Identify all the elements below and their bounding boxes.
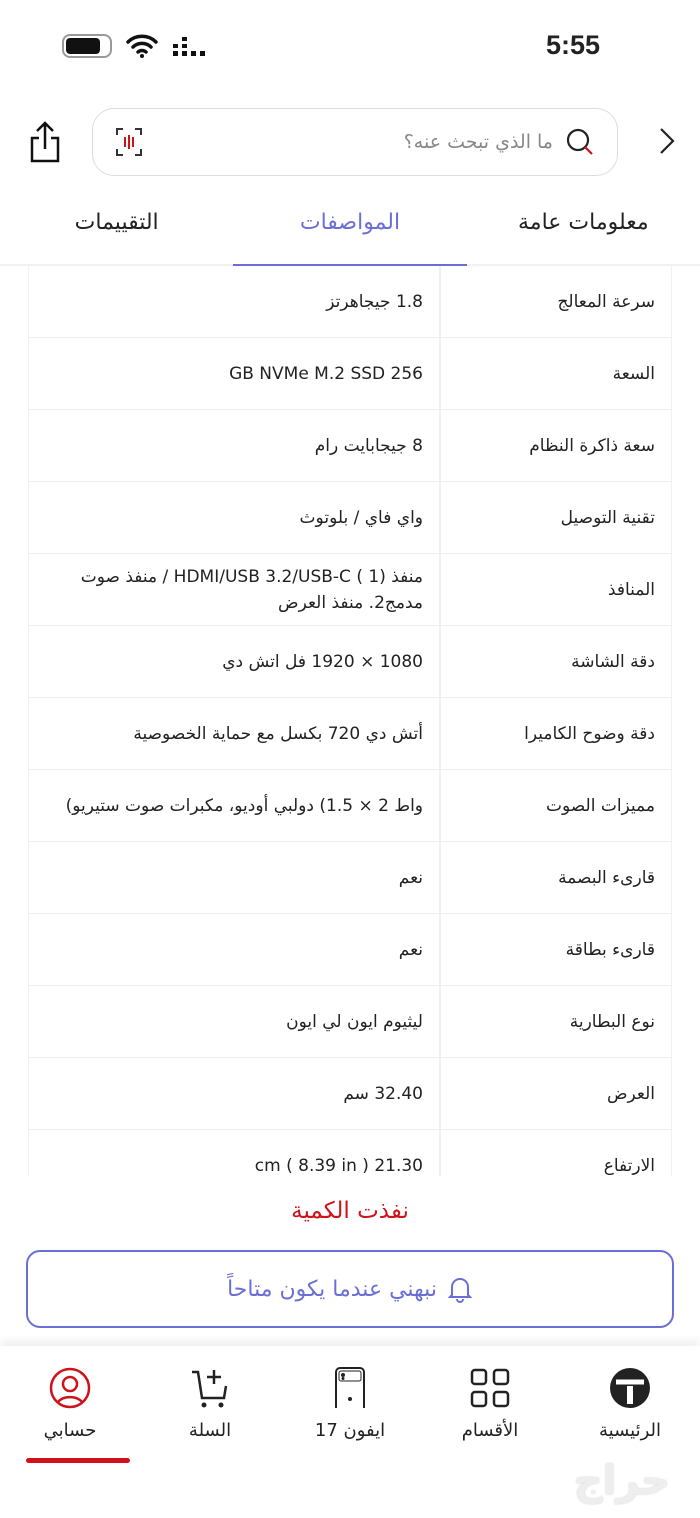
bell-icon bbox=[447, 1275, 473, 1303]
account-icon bbox=[48, 1366, 92, 1410]
tab-reviews[interactable]: التقييمات bbox=[74, 210, 159, 235]
nav-home-label: الرئيسية bbox=[599, 1420, 661, 1441]
spec-row bbox=[29, 626, 671, 698]
nav-iphone17-label: ايفون 17 bbox=[314, 1420, 386, 1441]
spec-row bbox=[29, 338, 671, 410]
spec-value: 32.40 سم bbox=[343, 1083, 423, 1104]
spec-row bbox=[29, 986, 671, 1058]
spec-row bbox=[29, 1130, 671, 1176]
spec-value: ليثيوم ايون لي ايون bbox=[286, 1011, 423, 1032]
spec-row bbox=[29, 266, 671, 338]
spec-key: العرض bbox=[439, 1058, 671, 1129]
spec-key: تقنية التوصيل bbox=[439, 482, 671, 553]
back-chevron-icon[interactable] bbox=[658, 126, 676, 156]
haraj-watermark: حراج bbox=[573, 1458, 670, 1504]
spec-row bbox=[29, 1058, 671, 1130]
nav-account[interactable] bbox=[0, 1346, 140, 1466]
notify-label: نبهني عندما يكون متاحاً bbox=[227, 1276, 437, 1302]
nav-home[interactable] bbox=[560, 1346, 700, 1466]
active-tab-indicator bbox=[26, 1458, 130, 1463]
spec-key: قارىء البصمة bbox=[439, 842, 671, 913]
spec-key: الارتفاع bbox=[439, 1130, 671, 1176]
status-time: 5:55 bbox=[545, 30, 600, 60]
iphone-icon bbox=[328, 1366, 372, 1410]
spec-row bbox=[29, 410, 671, 482]
nav-cart-label: السلة bbox=[188, 1420, 232, 1441]
specs-table bbox=[28, 266, 672, 1176]
spec-value: أتش دي 720 بكسل مع حماية الخصوصية bbox=[133, 723, 423, 744]
spec-row bbox=[29, 554, 671, 626]
tab-bar bbox=[0, 190, 700, 266]
nav-account-label: حسابي bbox=[43, 1420, 97, 1441]
spec-row bbox=[29, 842, 671, 914]
notify-when-available-button[interactable] bbox=[26, 1250, 674, 1328]
spec-row bbox=[29, 770, 671, 842]
home-logo-icon bbox=[608, 1366, 652, 1410]
signal-icon bbox=[172, 34, 208, 58]
battery-icon bbox=[62, 34, 112, 58]
spec-key: قارىء بطاقة bbox=[439, 914, 671, 985]
spec-key: السعة bbox=[439, 338, 671, 409]
search-input[interactable] bbox=[92, 108, 618, 176]
spec-row bbox=[29, 698, 671, 770]
search-icon bbox=[565, 127, 595, 157]
spec-key: دقة الشاشة bbox=[439, 626, 671, 697]
spec-value: منفذ (1 ) HDMI/USB 3.2/USB-C / منفذ صوت مدمج2. منفذ العرض bbox=[80, 566, 423, 613]
bottom-nav bbox=[0, 1346, 700, 1518]
wifi-icon bbox=[126, 34, 158, 58]
spec-value: GB NVMe M.2 SSD 256 bbox=[229, 363, 423, 384]
spec-key: دقة وضوح الكاميرا bbox=[439, 698, 671, 769]
status-bar bbox=[0, 0, 700, 90]
spec-value: 21.30 cm ( 8.39 in ) bbox=[254, 1155, 423, 1176]
spec-key: المنافذ bbox=[439, 554, 671, 625]
nav-iphone17[interactable] bbox=[280, 1346, 420, 1466]
spec-row bbox=[29, 914, 671, 986]
spec-value: 1080 × 1920 فل اتش دي bbox=[222, 651, 423, 672]
spec-value: نعم bbox=[398, 939, 423, 960]
cart-add-icon bbox=[188, 1366, 232, 1410]
share-icon[interactable] bbox=[28, 120, 62, 164]
spec-key: سرعة المعالج bbox=[439, 266, 671, 337]
spec-value: 1.8 جيجاهرتز bbox=[326, 291, 423, 312]
nav-cart[interactable] bbox=[140, 1346, 280, 1466]
spec-key: نوع البطارية bbox=[439, 986, 671, 1057]
nav-categories-label: الأقسام bbox=[461, 1420, 519, 1441]
tab-general-info[interactable]: معلومات عامة bbox=[518, 210, 649, 235]
out-of-stock-label: نفذت الكمية bbox=[291, 1198, 409, 1224]
nav-categories[interactable] bbox=[420, 1346, 560, 1466]
spec-value: نعم bbox=[398, 867, 423, 888]
grid-icon bbox=[468, 1366, 512, 1410]
tab-specifications[interactable]: المواصفات bbox=[233, 190, 466, 264]
spec-key: سعة ذاكرة النظام bbox=[439, 410, 671, 481]
spec-value: 8 جيجابايت رام bbox=[314, 435, 423, 456]
spec-value: واط 2 × 1.5) دولبي أوديو، مكبرات صوت ستيريو) bbox=[65, 795, 423, 816]
spec-key: مميزات الصوت bbox=[439, 770, 671, 841]
barcode-scan-icon[interactable] bbox=[115, 127, 143, 157]
spec-row bbox=[29, 482, 671, 554]
search-placeholder: ما الذي تبحث عنه؟ bbox=[403, 131, 553, 153]
status-icons bbox=[62, 34, 208, 58]
spec-value: واي فاي / بلوتوث bbox=[299, 507, 423, 528]
